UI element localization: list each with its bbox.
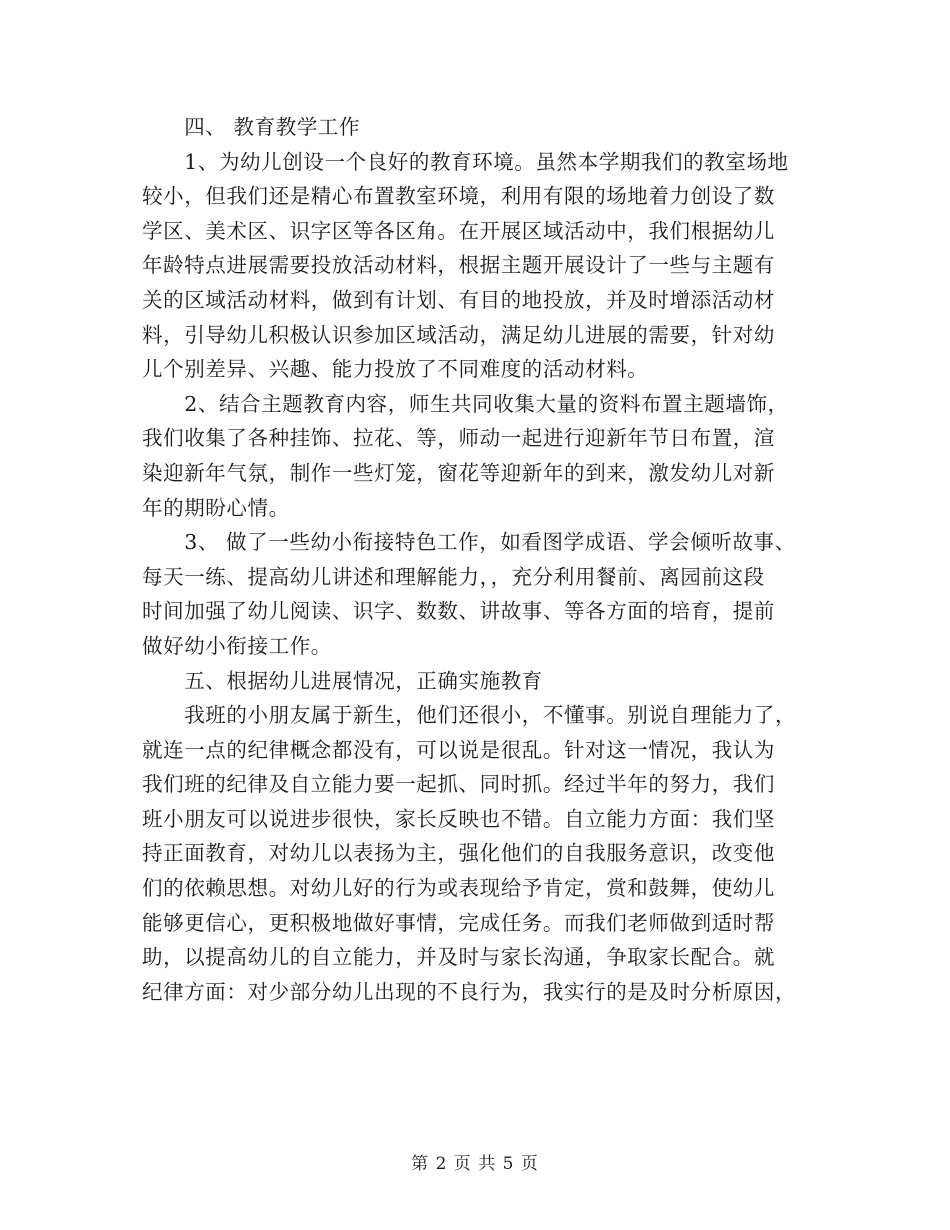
paragraph-line: 年的期盼心情。	[142, 495, 290, 520]
paragraph-line: 班小朋友可以说进步很快，家长反映也不错。自立能力方面：我们坚	[142, 806, 775, 831]
paragraph-line: 较小，但我们还是精心布置教室环境，利用有限的场地着力创设了数	[142, 184, 775, 209]
paragraph-line: 学区、美术区、识字区等各区角。在开展区域活动中，我们根据幼儿	[142, 218, 775, 243]
paragraph-line: 3、 做了一些幼小衔接特色工作，如看图学成语、学会倾听故事、	[142, 530, 796, 555]
paragraph-line: 我们收集了各种挂饰、拉花、等，师动一起进行迎新年节日布置，渲	[142, 426, 775, 451]
paragraph-line: 我们班的纪律及自立能力要一起抓、同时抓。经过半年的努力，我们	[142, 772, 775, 797]
paragraph-line: 年龄特点进展需要投放活动材料，根据主题开展设计了一些与主题有	[142, 253, 775, 278]
paragraph-line: 持正面教育，对幼儿以表扬为主，强化他们的自我服务意识，改变他	[142, 841, 775, 866]
paragraph-line: 染迎新年气氛，制作一些灯笼，窗花等迎新年的到来，激发幼儿对新	[142, 460, 775, 485]
paragraph-line: 关的区域活动材料，做到有计划、有目的地投放，并及时增添活动材	[142, 287, 775, 312]
document-body	[142, 110, 810, 1009]
paragraph-line: 料，引导幼儿积极认识参加区域活动，满足幼儿进展的需要，针对幼	[142, 322, 775, 347]
paragraph-line: 纪律方面：对少部分幼儿出现的不良行为，我实行的是及时分析原因，	[142, 979, 797, 1004]
paragraph-line: 1、为幼儿创设一个良好的教育环境。虽然本学期我们的教室场地	[142, 149, 789, 174]
paragraph-line: 做好幼小衔接工作。	[142, 633, 332, 658]
paragraph-line: 们的依赖思想。对幼儿好的行为或表现给予肯定，赏和鼓舞，使幼儿	[142, 876, 775, 901]
page-number-footer: 第 2 页 共 5 页	[411, 1154, 539, 1174]
paragraph-line: 助，以提高幼儿的自立能力，并及时与家长沟通，争取家长配合。就	[142, 945, 775, 970]
paragraph-line: 我班的小朋友属于新生，他们还很小，不懂事。别说自理能力了，	[142, 703, 797, 728]
paragraph-line: 就连一点的纪律概念都没有，可以说是很乱。针对这一情况，我认为	[142, 737, 775, 762]
section-heading: 五、根据幼儿进展情况，正确实施教育	[142, 668, 543, 693]
paragraph-line: 2、结合主题教育内容，师生共同收集大量的资料布置主题墙饰，	[142, 391, 789, 416]
section-heading: 四、 教育教学工作	[142, 115, 361, 139]
paragraph-line: 时间加强了幼儿阅读、识字、数数、讲故事、等各方面的培育，提前	[142, 599, 775, 624]
paragraph-line: 每天一练、提高幼儿讲述和理解能力，，充分利用餐前、离园前这段	[142, 564, 765, 589]
paragraph-line: 能够更信心，更积极地做好事情，完成任务。而我们老师做到适时帮	[142, 910, 775, 935]
paragraph-line: 儿个别差异、兴趣、能力投放了不同难度的活动材料。	[142, 357, 649, 382]
